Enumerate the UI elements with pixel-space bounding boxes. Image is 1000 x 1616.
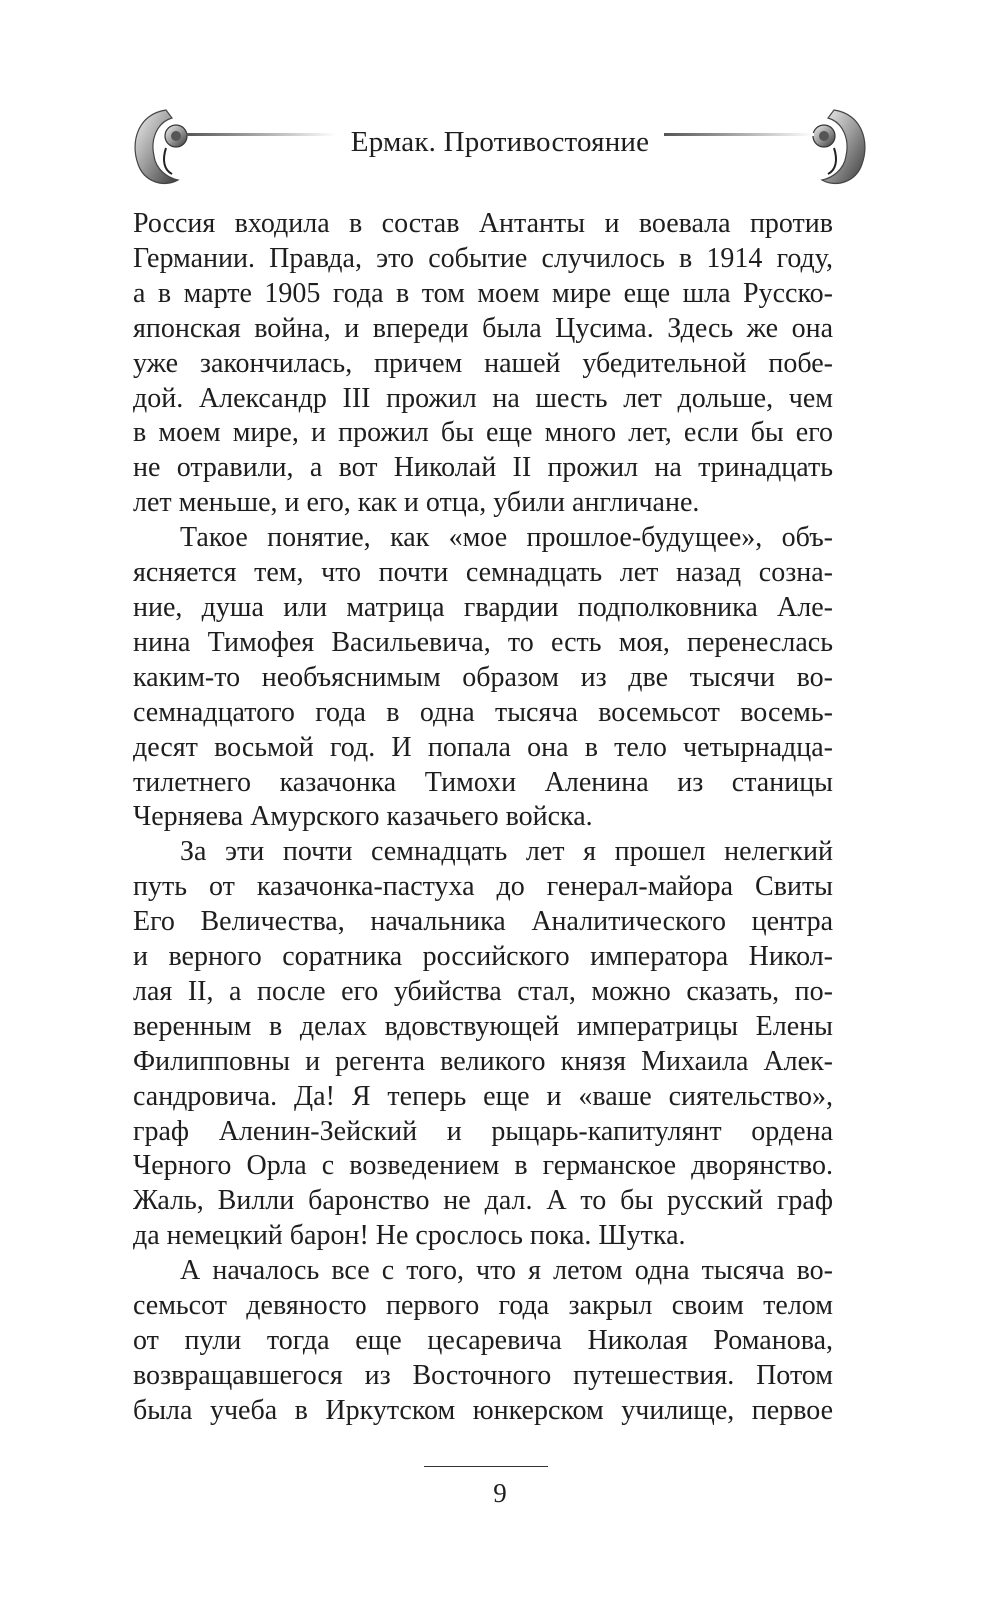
text-line: лет меньше, и его, как и отца, убили англичане. (133, 487, 700, 519)
text-line: Жаль, Вилли баронство не дал. А то бы русский граф (133, 1185, 833, 1217)
text-line: уже закончилась, причем нашей убедительной побе- (133, 347, 833, 379)
text-line: десят восьмой год. И попала она в тело четырнадца- (133, 731, 833, 763)
running-header (0, 100, 1000, 200)
paragraph-2 (133, 521, 833, 835)
text-line: ние, душа или матрица гвардии подполковника Але- (133, 591, 833, 623)
text-line: в моем мире, и прожил бы еще много лет, если бы его (133, 417, 833, 449)
footer-rule (424, 1466, 548, 1467)
text-line: ясняется тем, что почти семнадцать лет назад созна- (133, 557, 833, 589)
text-line: Россия входила в состав Антанты и воевала против (133, 208, 833, 239)
text-line: японская война, и впереди была Цусима. Здесь же она (133, 312, 833, 344)
text-line: лая II, а после его убийства стал, можно сказать, по- (133, 975, 833, 1007)
text-line: А началось все с того, что я летом одна тысяча во- (180, 1255, 833, 1287)
text-line: и верного соратника российского императора Никол- (133, 941, 833, 973)
text-line: каким-то необъяснимым образом из две тысячи во- (133, 661, 833, 693)
text-line: путь от казачонка-пастуха до генерал-майора Свиты (133, 871, 833, 903)
book-title: Ермак. Противостояние (350, 126, 650, 158)
text-line: Германии. Правда, это событие случилось в 1914 году, (133, 242, 833, 274)
text-line: Черняева Амурского казачьего войска. (133, 801, 593, 833)
text-line: возвращавшегося из Восточного путешествия. Потом (133, 1359, 833, 1391)
text-line: тилетнего казачонка Тимохи Аленина из станицы (133, 766, 833, 798)
text-line: Черного Орла с возведением в германское дворянство. (133, 1150, 833, 1182)
text-line: Такое понятие, как «мое прошлое-будущее», объ- (180, 522, 833, 554)
text-line: а в марте 1905 года в том моем мире еще шла Русско- (133, 277, 833, 309)
text-line: граф Аленин-Зейский и рыцарь-капитулянт ордена (133, 1115, 833, 1147)
text-line: семьсот девяносто первого года закрыл своим телом (133, 1290, 833, 1322)
text-line: не отравили, а вот Николай II прожил на тринадцать (133, 452, 833, 484)
text-line: Филипповны и регента великого князя Михаила Алек- (133, 1045, 833, 1077)
text-line: дой. Александр III прожил на шесть лет дольше, чем (133, 382, 833, 414)
paragraph-1 (133, 207, 833, 521)
paragraph-3 (133, 835, 833, 1254)
text-line: да немецкий барон! Не срослось пока. Шутка. (133, 1220, 686, 1252)
text-line: веренным в делах вдовствующей императрицы Елены (133, 1010, 833, 1042)
paragraph-4 (133, 1254, 833, 1429)
text-line: была учеба в Иркутском юнкерском училище, первое (133, 1394, 833, 1426)
page-number: 9 (493, 1478, 507, 1508)
text-line: семнадцатого года в одна тысяча восемьсот восемь- (133, 696, 833, 728)
text-line: нина Тимофея Васильевича, то есть моя, перенеслась (133, 626, 833, 658)
text-line: сандровича. Да! Я теперь еще и «ваше сиятельство», (133, 1080, 833, 1112)
text-line: Его Величества, начальника Аналитического центра (133, 906, 833, 938)
body-text (133, 207, 833, 1429)
text-line: от пули тогда еще цесаревича Николая Романова, (133, 1325, 833, 1356)
text-line: За эти почти семнадцать лет я прошел нелегкий (180, 836, 833, 868)
